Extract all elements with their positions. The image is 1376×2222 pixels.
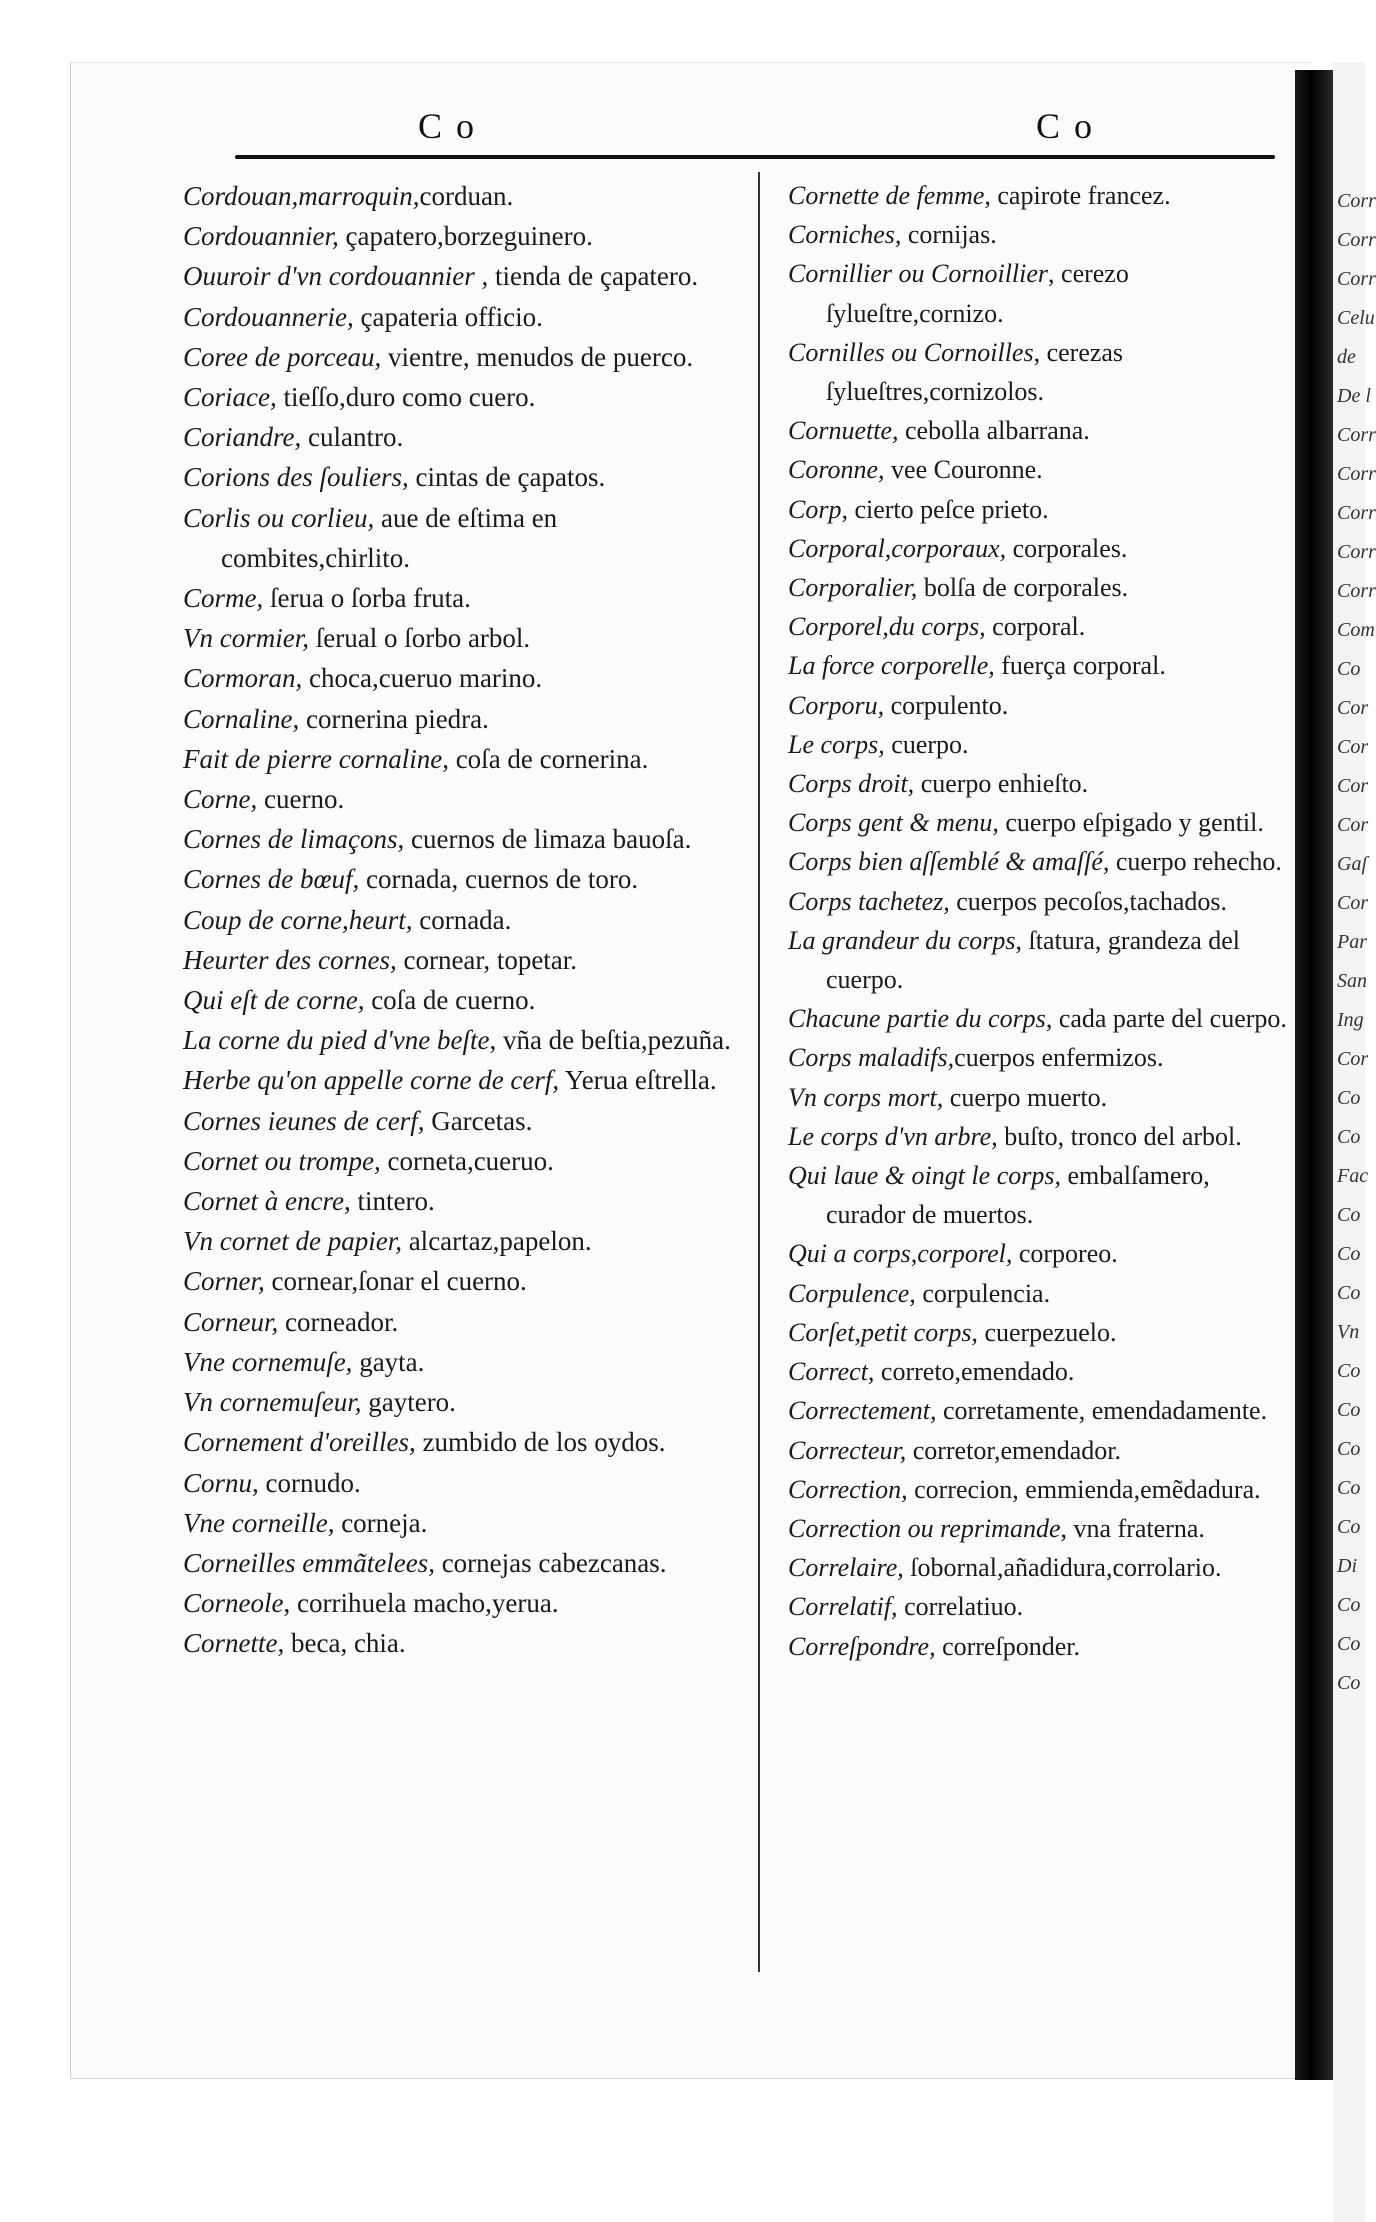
adjacent-page-fragment: Co [1337, 658, 1361, 680]
entry-translation: vientre, menudos de puerco. [381, 341, 694, 372]
entry-translation: bolſa de corporales. [917, 573, 1129, 603]
dictionary-entry [788, 176, 1293, 215]
entry-translation: , vña de beſtia,pezuña. [489, 1025, 731, 1056]
adjacent-page-fragment: Corr [1337, 229, 1376, 251]
entry-headword: Corporu, [788, 690, 885, 720]
adjacent-page-fragment: Co [1337, 1438, 1361, 1460]
entry-headword: Corneole [183, 1588, 284, 1619]
dictionary-entry [183, 216, 738, 256]
entry-translation: cebolla albarrana. [898, 416, 1090, 446]
entry-translation: cuerno. [257, 784, 345, 815]
entry-translation: cornejas cabezcanas. [434, 1547, 667, 1578]
entry-translation: corneador. [278, 1306, 399, 1337]
dictionary-entry [788, 1431, 1293, 1470]
entry-translation: cuerpos pecoſos,tachados. [949, 886, 1228, 916]
entry-headword: Cornillier ou Cornoillier [788, 259, 1049, 289]
dictionary-entry [788, 411, 1293, 450]
entry-translation: gayta. [352, 1346, 425, 1377]
dictionary-entry [788, 725, 1293, 764]
entry-translation: çapatero,borzeguinero. [338, 221, 593, 252]
entry-translation: correſponder. [935, 1631, 1080, 1661]
entry-translation: corneja. [334, 1507, 428, 1538]
entry-translation: cintas de çapatos. [408, 462, 606, 493]
entry-headword: Cormoran, [183, 663, 303, 694]
entry-translation: cuerpo muerto. [943, 1082, 1108, 1112]
dictionary-entry [788, 803, 1293, 842]
entry-headword: Corporel,du corps, [788, 612, 986, 642]
entry-headword: Correlatif, [788, 1592, 898, 1622]
dictionary-entry [183, 980, 738, 1020]
dictionary-entry [788, 1038, 1293, 1077]
adjacent-page-fragment: Cor [1337, 775, 1369, 797]
entry-translation: cuerpo. [884, 729, 969, 759]
dictionary-entry [788, 1313, 1293, 1352]
entry-translation: alcartaz,papelon. [401, 1226, 592, 1257]
entry-translation: corretamente, emendadamente. [936, 1396, 1268, 1426]
adjacent-page-fragment: Co [1337, 1204, 1361, 1226]
adjacent-page-fragment: Corr [1337, 541, 1376, 563]
adjacent-page-fragment: Co [1337, 1399, 1361, 1421]
entry-headword: Cornette de femme, [788, 181, 991, 210]
dictionary-entry [183, 1463, 738, 1503]
entry-headword: La grandeur du corps [788, 925, 1016, 955]
adjacent-page-fragment: Co [1337, 1282, 1361, 1304]
dictionary-entry [788, 686, 1293, 725]
entry-translation: gaytero. [361, 1387, 456, 1418]
dictionary-entry [788, 607, 1293, 646]
entry-headword: La corne du pied d'vne beſte [183, 1025, 490, 1056]
entry-headword: Corniches, [788, 220, 902, 250]
entry-translation: , vna fraterna. [1060, 1513, 1205, 1543]
entry-headword: Corporalier, [788, 573, 918, 603]
entry-headword: Corme, [183, 583, 264, 614]
entry-translation: corretor,emendador. [906, 1435, 1122, 1465]
entry-headword: Corlis ou corlieu, [183, 502, 375, 533]
entry-translation: vee Couronne. [884, 455, 1043, 485]
adjacent-page-fragment: Co [1337, 1594, 1361, 1616]
entry-headword: Corneilles emmãtelees, [183, 1547, 435, 1578]
entry-translation: correlatiuo. [897, 1592, 1024, 1622]
entry-headword: Cornet à encre, [183, 1186, 351, 1217]
entry-translation: Yerua eſtrella. [559, 1065, 717, 1096]
entry-translation: corduan. [419, 181, 514, 211]
dictionary-entry [788, 1548, 1293, 1587]
entry-translation: ſerual o ſorbo arbol. [308, 623, 531, 654]
dictionary-entry [788, 1117, 1293, 1156]
entry-headword: Qui a corps,corporel, [788, 1239, 1013, 1269]
adjacent-page-fragment: Co [1337, 1126, 1361, 1148]
entry-headword: Herbe qu'on appelle corne de cerf, [183, 1065, 560, 1096]
adjacent-page-fragment: Cor [1337, 697, 1369, 719]
adjacent-page-fragment: Corr [1337, 424, 1376, 446]
entry-translation: corporales. [1006, 533, 1128, 563]
adjacent-page-fragment: Co [1337, 1087, 1361, 1109]
dictionary-entry [183, 457, 738, 497]
entry-translation: corporal. [985, 612, 1086, 642]
dictionary-entry [788, 333, 1293, 411]
left-column [183, 176, 738, 1664]
entry-translation: cornijas. [901, 220, 997, 250]
adjacent-page-edge [1333, 62, 1376, 2222]
entry-headword: Cordouannerie, [183, 301, 354, 332]
entry-headword: Coriandre, [183, 422, 302, 453]
entry-translation: correcion, emmienda,emẽdadura. [907, 1474, 1261, 1504]
entry-translation: ſerua o ſorba fruta. [263, 583, 471, 614]
entry-headword: Corporal,corporaux, [788, 533, 1007, 563]
dictionary-entry [788, 1078, 1293, 1117]
dictionary-entry [788, 490, 1293, 529]
adjacent-page-fragment: Co [1337, 1243, 1361, 1265]
entry-translation: cuerpo enhieſto. [914, 769, 1089, 799]
entry-translation: çapateria officio. [353, 301, 543, 332]
entry-translation: cornear,ſonar el cuerno. [264, 1266, 527, 1297]
dictionary-entry [183, 1342, 738, 1382]
dictionary-entry [183, 739, 738, 779]
dictionary-entry [183, 699, 738, 739]
dictionary-entry [788, 1156, 1293, 1234]
adjacent-page-fragment: Ing [1337, 1009, 1364, 1031]
adjacent-page-fragment: Corr [1337, 502, 1376, 524]
entry-translation: , zumbido de los oydos. [409, 1427, 666, 1458]
entry-headword: Le corps d'vn arbre [788, 1121, 992, 1151]
dictionary-entry [788, 842, 1293, 881]
dictionary-entry [183, 297, 738, 337]
dictionary-entry [183, 1422, 738, 1462]
entry-translation: , cada parte del cuerpo. [1045, 1004, 1287, 1034]
entry-headword: Corp, [788, 494, 848, 524]
dictionary-entry [788, 254, 1293, 332]
dictionary-entry [183, 779, 738, 819]
entry-headword: Correcteur, [788, 1435, 907, 1465]
entry-translation: corpulencia. [915, 1278, 1051, 1308]
entry-translation: , cuernos de limaza bauoſa. [397, 824, 692, 855]
entry-headword: Corps maladifs, [788, 1043, 955, 1073]
adjacent-page-fragment: Co [1337, 1360, 1361, 1382]
entry-translation: , cerezas ſylueſtres,cornizolos. [826, 337, 1124, 407]
entry-headword: Corps bien aſſemblé & amaſſé, [788, 847, 1110, 877]
entry-headword: Corne, [183, 784, 258, 815]
entry-headword: Correction ou reprimande [788, 1513, 1061, 1543]
entry-headword: Corſet,petit corps, [788, 1317, 978, 1347]
dictionary-entry [183, 819, 738, 859]
dictionary-entry [183, 176, 738, 216]
header-rule [235, 155, 1275, 159]
entry-translation: , cerezo ſylueſtre,cornizo. [826, 259, 1129, 328]
dictionary-entry [788, 1274, 1293, 1313]
dictionary-entry [183, 940, 738, 980]
entry-headword: Corps tachetez, [788, 886, 950, 916]
dictionary-entry [788, 568, 1293, 607]
dictionary-entry [183, 859, 738, 899]
dictionary-entry [788, 1234, 1293, 1273]
entry-headword: Chacune partie du corps [788, 1004, 1046, 1034]
adjacent-page-fragment: Co [1337, 1633, 1361, 1655]
adjacent-page-fragment: Com [1337, 619, 1375, 641]
dictionary-entry [183, 1060, 738, 1100]
adjacent-page-fragment: Co [1337, 1516, 1361, 1538]
adjacent-page-fragment: Vn [1337, 1321, 1360, 1343]
entry-headword: Qui laue & oingt le corps, [788, 1161, 1061, 1191]
adjacent-page-fragment: Co [1337, 1477, 1361, 1499]
dictionary-entry [183, 498, 738, 578]
entry-headword: Correlaire, [788, 1553, 904, 1583]
entry-headword: Corner, [183, 1266, 265, 1297]
entry-translation: correto,emendado. [874, 1357, 1075, 1387]
entry-translation: Garcetas. [424, 1105, 533, 1136]
adjacent-page-fragment: Cor [1337, 1048, 1369, 1070]
entry-headword: Cornette, [183, 1628, 285, 1659]
entry-headword: Corpulence, [788, 1278, 916, 1308]
dictionary-entry [788, 450, 1293, 489]
adjacent-page-fragment: Corr [1337, 268, 1376, 290]
adjacent-page-fragment: Corr [1337, 580, 1376, 602]
entry-translation: cierto peſce prieto. [847, 494, 1049, 524]
adjacent-page-fragment: Gaſ [1337, 853, 1367, 875]
adjacent-page-fragment: Corr [1337, 463, 1376, 485]
entry-translation: , buſto, tronco del arbol. [991, 1121, 1242, 1151]
entry-translation: embalſamero, curador de muertos. [826, 1161, 1210, 1230]
entry-translation: cuerpo rehecho. [1109, 847, 1282, 877]
dictionary-entry [183, 1302, 738, 1342]
entry-headword: Vne corneille, [183, 1507, 335, 1538]
dictionary-entry [183, 1623, 738, 1663]
dictionary-entry [788, 646, 1293, 685]
adjacent-page-fragment: de [1337, 346, 1356, 368]
entry-headword: Coup de corne,heurt, [183, 904, 413, 935]
dictionary-entry [788, 1352, 1293, 1391]
dictionary-entry [183, 1101, 738, 1141]
adjacent-page-fragment: Par [1337, 931, 1367, 953]
running-header-left: Co [418, 106, 489, 146]
entry-headword: Corps droit, [788, 769, 915, 799]
right-column [788, 176, 1293, 1666]
entry-translation: cornear, topetar. [396, 944, 578, 975]
entry-translation: corporeo. [1012, 1239, 1118, 1269]
dictionary-entry [183, 658, 738, 698]
entry-translation: cornada. [412, 904, 512, 935]
entry-headword: Cordouan,marroquin, [183, 181, 420, 211]
entry-headword: Correſpondre, [788, 1631, 936, 1661]
binding-shadow [1295, 70, 1333, 2080]
dictionary-entry [183, 1221, 738, 1261]
dictionary-entry [183, 1382, 738, 1422]
entry-translation: cornerina piedra. [299, 703, 489, 734]
entry-translation: corneta,cueruo. [380, 1145, 554, 1176]
dictionary-entry [788, 1627, 1293, 1666]
entry-headword: Vn cornet de papier, [183, 1226, 402, 1257]
entry-headword: Cornet ou trompe, [183, 1145, 381, 1176]
dictionary-entry [788, 1587, 1293, 1626]
dictionary-entry [183, 1261, 738, 1301]
entry-translation: ſobornal,añadidura,corrolario. [903, 1553, 1222, 1583]
entry-translation: fuerça corporal. [994, 651, 1166, 681]
adjacent-page-fragment: Co [1337, 1672, 1361, 1694]
dictionary-entry [183, 337, 738, 377]
dictionary-entry [788, 1470, 1293, 1509]
entry-headword: Cordouannier, [183, 221, 339, 252]
entry-translation: choca,cueruo marino. [302, 663, 543, 694]
entry-headword: Vn corps mort, [788, 1082, 944, 1112]
entry-headword: Cornes de limaçons [183, 824, 398, 855]
dictionary-entry [183, 1543, 738, 1583]
adjacent-page-fragment: San [1337, 970, 1367, 992]
entry-headword: Corneur, [183, 1306, 279, 1337]
entry-headword: Ouuroir d'vn cordouannier [183, 261, 475, 292]
dictionary-entry [183, 1583, 738, 1623]
entry-headword: Cornu, [183, 1467, 259, 1498]
entry-headword: Heurter des cornes, [183, 944, 397, 975]
entry-translation: capirote francez. [990, 181, 1171, 210]
entry-translation: tieſſo,duro como cuero. [276, 382, 536, 413]
dictionary-entry [183, 256, 738, 296]
adjacent-page-fragment: Fac [1337, 1165, 1369, 1187]
entry-headword: Coriace, [183, 382, 277, 413]
entry-headword: Vn cormier, [183, 623, 309, 654]
dictionary-entry [183, 1181, 738, 1221]
dictionary-entry [788, 764, 1293, 803]
entry-headword: Cornaline, [183, 703, 300, 734]
dictionary-entry [788, 215, 1293, 254]
entry-headword: Vne cornemuſe, [183, 1346, 353, 1377]
entry-headword: Corions des ſouliers, [183, 462, 409, 493]
entry-headword: Correction, [788, 1474, 908, 1504]
dictionary-entry [788, 1391, 1293, 1430]
entry-translation: , corrihuela macho,yerua. [283, 1588, 559, 1619]
running-header-right: Co [1036, 106, 1107, 146]
entry-headword: Correctement, [788, 1396, 937, 1426]
entry-translation: culantro. [301, 422, 404, 453]
entry-translation: aue de eſtima en combites,chirlito. [221, 502, 558, 573]
entry-headword: Cornuette, [788, 416, 899, 446]
adjacent-page-fragment: Di [1337, 1555, 1357, 1577]
dictionary-entry [183, 900, 738, 940]
entry-headword: Vn cornemuſeur, [183, 1387, 362, 1418]
entry-headword: Coronne, [788, 455, 885, 485]
entry-translation: cornudo. [258, 1467, 361, 1498]
dictionary-entry [183, 618, 738, 658]
adjacent-page-fragment: Cor [1337, 814, 1369, 836]
dictionary-entry [788, 921, 1293, 999]
dictionary-entry [183, 377, 738, 417]
adjacent-page-fragment: Cor [1337, 892, 1369, 914]
adjacent-page-fragment: Cor [1337, 736, 1369, 758]
dictionary-entry [183, 417, 738, 457]
entry-translation: cornada, cuernos de toro. [359, 864, 639, 895]
dictionary-entry [788, 882, 1293, 921]
adjacent-page-fragment: De l [1337, 385, 1371, 407]
entry-headword: Qui eſt de corne, [183, 985, 365, 1016]
dictionary-entry [788, 529, 1293, 568]
dictionary-entry [788, 999, 1293, 1038]
dictionary-entry [183, 578, 738, 618]
dictionary-entry [788, 1509, 1293, 1548]
dictionary-entry [183, 1020, 738, 1060]
entry-headword: La force corporelle, [788, 651, 995, 681]
entry-headword: Corps gent & menu, [788, 808, 999, 838]
entry-translation: , ſtatura, grandeza del cuerpo. [826, 925, 1241, 995]
dictionary-entry [183, 1503, 738, 1543]
entry-headword: Cornilles ou Cornoilles [788, 337, 1034, 367]
entry-translation: coſa de cuerno. [364, 985, 536, 1016]
column-divider [758, 172, 760, 1972]
entry-translation: tintero. [350, 1186, 435, 1217]
entry-translation: corpulento. [884, 690, 1009, 720]
entry-headword: Cornes ieunes de cerf, [183, 1105, 425, 1136]
entry-translation: beca, chia. [284, 1628, 406, 1659]
entry-translation: , tienda de çapatero. [474, 261, 699, 292]
entry-headword: Correct, [788, 1357, 875, 1387]
adjacent-page-fragment: Corr [1337, 190, 1376, 212]
entry-translation: cuerpos enfermizos. [954, 1043, 1164, 1073]
entry-translation: cuerpezuelo. [977, 1317, 1117, 1347]
entry-headword: Cornement d'oreilles [183, 1427, 409, 1458]
entry-translation: cuerpo eſpigado y gentil. [998, 808, 1264, 838]
entry-headword: Fait de pierre cornaline [183, 743, 443, 774]
entry-headword: Le corps, [788, 729, 885, 759]
entry-headword: Cornes de bœuf, [183, 864, 360, 895]
dictionary-entry [183, 1141, 738, 1181]
entry-translation: , coſa de cornerina. [442, 743, 649, 774]
entry-headword: Coree de porceau, [183, 341, 382, 372]
adjacent-page-fragment: Celu [1337, 307, 1375, 329]
